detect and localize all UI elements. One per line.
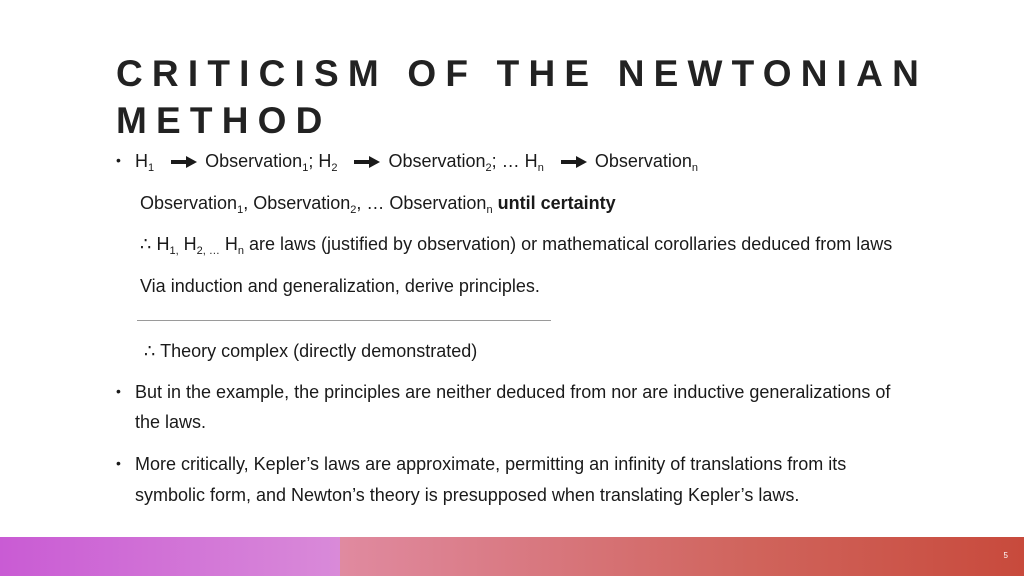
- footer-band-right: [340, 537, 1024, 576]
- slide-title: CRITICISM OF THE NEWTONIAN METHOD: [116, 53, 928, 141]
- right-arrow-icon: [171, 156, 197, 168]
- subscript: 2: [350, 204, 357, 216]
- right-arrow-icon: [354, 156, 380, 168]
- text-separator: , Observation: [243, 193, 351, 213]
- subscript: n: [486, 204, 493, 216]
- footer-color-band: [0, 537, 1024, 576]
- subscript: n: [237, 245, 244, 257]
- theory-complex-line: ∴ Theory complex (directly demonstrated): [144, 341, 478, 361]
- horizontal-divider: [137, 320, 551, 321]
- text-h: H: [135, 151, 148, 171]
- laws-conclusion-line: [140, 233, 892, 255]
- subscript: n: [691, 162, 699, 174]
- observation-sequence-line: [140, 192, 616, 214]
- subscript: 1: [302, 162, 309, 174]
- until-certainty-text: until certainty: [497, 193, 616, 213]
- bullet-kepler-line-2: symbolic form, and Newton’s theory is presupposed when translating Kepler’s laws.: [135, 485, 800, 505]
- subscript: 2: [331, 162, 338, 174]
- text-separator: ; H: [308, 151, 332, 171]
- text-therefore-h: ∴ H: [140, 234, 170, 254]
- subscript: 1: [237, 204, 244, 216]
- text-separator: , … Observation: [356, 193, 487, 213]
- bullet-kepler-line-1: More critically, Kepler’s laws are approximate, permitting an infinity of translations from its: [135, 454, 847, 474]
- text-observation: Observation: [205, 151, 303, 171]
- text-separator: ; … H: [491, 151, 538, 171]
- text-h: H: [178, 234, 197, 254]
- text-observation: Observation: [594, 151, 692, 171]
- footer-band-left: [0, 537, 340, 576]
- subscript: 1,: [169, 245, 179, 257]
- text-h: H: [219, 234, 238, 254]
- subscript: 1: [148, 162, 155, 174]
- subscript: 2, …: [196, 245, 220, 257]
- text-observation: Observation: [388, 151, 486, 171]
- subscript: n: [537, 162, 544, 174]
- right-arrow-icon: [561, 156, 587, 168]
- bullet-hypothesis-chain: [135, 150, 698, 172]
- bullet-marker: •: [116, 455, 121, 471]
- induction-line: Via induction and generalization, derive principles.: [140, 276, 540, 296]
- bullet-marker: •: [116, 152, 121, 168]
- bullet-example-line-1: But in the example, the principles are neither deduced from nor are inductive generalizations of: [135, 382, 891, 402]
- bullet-marker: •: [116, 383, 121, 399]
- bullet-example-line-2: the laws.: [135, 412, 207, 432]
- page-number: 5: [1003, 551, 1008, 560]
- text-laws-description: are laws (justified by observation) or mathematical corollaries deduced from laws: [244, 234, 893, 254]
- subscript: 2: [485, 162, 492, 174]
- text-observation: Observation: [140, 193, 238, 213]
